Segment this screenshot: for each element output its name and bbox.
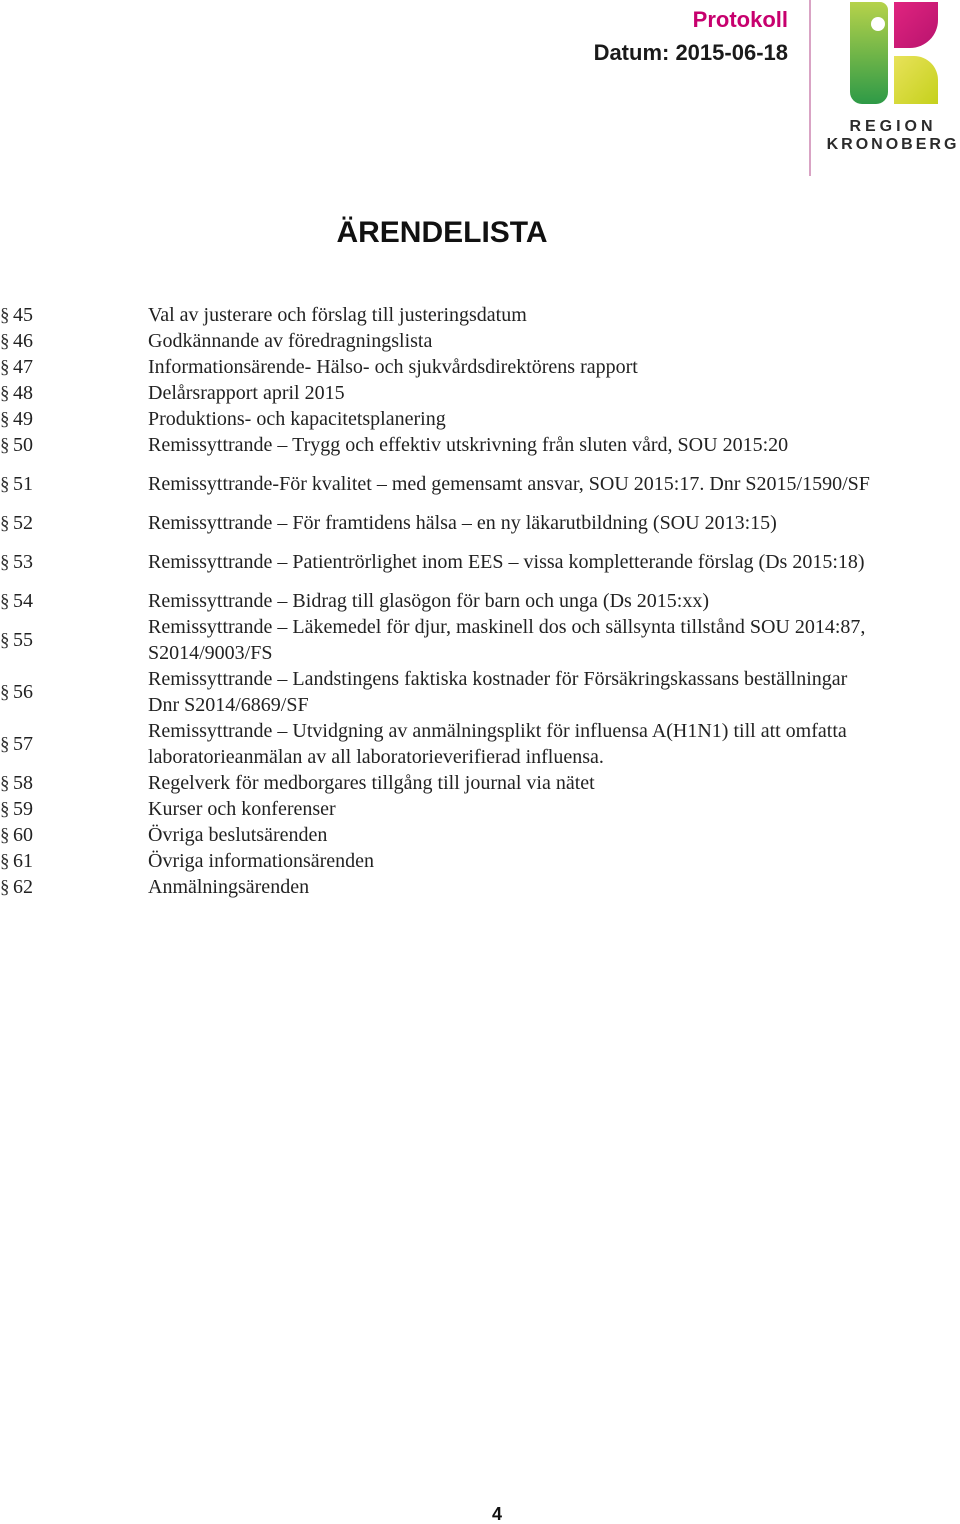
- agenda-number-label: 49: [13, 407, 33, 430]
- agenda-item-number: [0, 824, 148, 847]
- list-item: [0, 718, 900, 770]
- list-item: [0, 380, 900, 406]
- document-date: Datum: 2015-06-18: [593, 40, 788, 65]
- agenda-item-text: Remissyttrande – Läkemedel för djur, maskinell dos och sällsynta tillstånd SOU 2014:87, S2014/9003/FS: [148, 616, 866, 664]
- list-item: [0, 406, 900, 432]
- agenda-number-label: 54: [13, 589, 33, 612]
- agenda-item-text: Val av justerare och förslag till justeringsdatum: [148, 304, 527, 326]
- list-item: [0, 822, 900, 848]
- agenda-item-text: Regelverk för medborgares tillgång till journal via nätet: [148, 772, 595, 794]
- agenda-item-number: [0, 434, 148, 457]
- agenda-item-text: Remissyttrande – Bidrag till glasögon för barn och unga (Ds 2015:xx): [148, 590, 710, 612]
- section-sign-icon: §: [0, 681, 10, 703]
- agenda-item-number: [0, 356, 148, 379]
- agenda-item-number: [0, 772, 148, 795]
- agenda-item-number: [0, 733, 148, 756]
- agenda-number-label: 50: [13, 433, 33, 456]
- section-sign-icon: §: [0, 876, 10, 898]
- agenda-number-label: 56: [13, 680, 33, 703]
- agenda-item-number: [0, 876, 148, 899]
- agenda-item-number: [0, 304, 148, 327]
- header-divider: [809, 0, 811, 176]
- agenda-item-number: [0, 681, 148, 704]
- list-item: [0, 770, 900, 796]
- section-sign-icon: §: [0, 304, 10, 326]
- agenda-item-number: [0, 408, 148, 431]
- agenda-number-label: 61: [13, 849, 33, 872]
- agenda-item-number: [0, 330, 148, 353]
- agenda-number-label: 47: [13, 355, 33, 378]
- agenda-number-label: 62: [13, 875, 33, 898]
- agenda-item-text: Informationsärende- Hälso- och sjukvårdsdirektörens rapport: [148, 356, 638, 378]
- agenda-number-label: 60: [13, 823, 33, 846]
- agenda-number-label: 59: [13, 797, 33, 820]
- list-item: [0, 848, 900, 874]
- list-item: [0, 458, 900, 510]
- section-sign-icon: §: [0, 382, 10, 404]
- page-number: 4: [491, 1504, 502, 1524]
- agenda-item-text: Remissyttrande – Patientrörlighet inom EES – vissa kompletterande förslag (Ds 2015:18): [148, 551, 865, 573]
- agenda-item-text: Remissyttrande – Utvidgning av anmälningsplikt för influensa A(H1N1) till att omfatta laboratorieanmälan av all laboratorieverifierad influensa.: [148, 720, 847, 768]
- list-item: [0, 536, 900, 588]
- agenda-item-number: [0, 382, 148, 405]
- agenda-item-text: Kurser och konferenser: [148, 798, 336, 820]
- agenda-item-text: Produktions- och kapacitetsplanering: [148, 408, 446, 430]
- agenda-item-text: Remissyttrande – Trygg och effektiv utskrivning från sluten vård, SOU 2015:20: [148, 434, 789, 456]
- agenda-number-label: 51: [13, 472, 33, 495]
- section-sign-icon: §: [0, 512, 10, 534]
- agenda-item-text: Delårsrapport april 2015: [148, 382, 345, 404]
- agenda-item-text: Remissyttrande – Landstingens faktiska kostnader för Försäkringskassans beställningar Dnr S2014/6869/SF: [148, 668, 848, 716]
- agenda-item-text: Godkännande av föredragningslista: [148, 330, 433, 352]
- agenda-number-label: 53: [13, 550, 33, 573]
- page-title: ÄRENDELISTA: [336, 216, 548, 249]
- agenda-number-label: 46: [13, 329, 33, 352]
- agenda-item-number: [0, 512, 148, 535]
- agenda-item-text: Remissyttrande – För framtidens hälsa – en ny läkarutbildning (SOU 2013:15): [148, 512, 777, 534]
- section-sign-icon: §: [0, 850, 10, 872]
- section-sign-icon: §: [0, 590, 10, 612]
- agenda-item-text: Anmälningsärenden: [148, 876, 310, 898]
- list-item: [0, 328, 900, 354]
- agenda-item-number: [0, 798, 148, 821]
- agenda-item-text: Övriga beslutsärenden: [148, 824, 328, 846]
- section-sign-icon: §: [0, 473, 10, 495]
- org-name-line2: KRONOBERG: [826, 136, 960, 153]
- agenda-item-number: [0, 473, 148, 496]
- section-sign-icon: §: [0, 629, 10, 651]
- section-sign-icon: §: [0, 330, 10, 352]
- agenda-number-label: 45: [13, 303, 33, 326]
- agenda-item-number: [0, 590, 148, 613]
- list-item: [0, 302, 900, 328]
- agenda-list: [0, 302, 900, 900]
- list-item: [0, 432, 900, 458]
- document-type: Protokoll: [692, 7, 788, 32]
- org-name-line1: REGION: [849, 118, 937, 135]
- list-item: [0, 874, 900, 900]
- list-item: [0, 614, 900, 666]
- list-item: [0, 666, 900, 718]
- agenda-number-label: 57: [13, 732, 33, 755]
- agenda-item-number: [0, 551, 148, 574]
- section-sign-icon: §: [0, 733, 10, 755]
- agenda-number-label: 55: [13, 628, 33, 651]
- agenda-number-label: 52: [13, 511, 33, 534]
- region-kronoberg-logo-icon: [846, 0, 942, 106]
- agenda-item-text: Övriga informationsärenden: [148, 850, 375, 872]
- agenda-number-label: 48: [13, 381, 33, 404]
- section-sign-icon: §: [0, 408, 10, 430]
- agenda-item-number: [0, 850, 148, 873]
- agenda-number-label: 58: [13, 771, 33, 794]
- section-sign-icon: §: [0, 434, 10, 456]
- section-sign-icon: §: [0, 551, 10, 573]
- section-sign-icon: §: [0, 824, 10, 846]
- section-sign-icon: §: [0, 798, 10, 820]
- agenda-item-number: [0, 629, 148, 652]
- list-item: [0, 354, 900, 380]
- section-sign-icon: §: [0, 772, 10, 794]
- agenda-item-text: Remissyttrande-För kvalitet – med gemensamt ansvar, SOU 2015:17. Dnr S2015/1590/SF: [148, 473, 870, 495]
- list-item: [0, 796, 900, 822]
- list-item: [0, 510, 900, 536]
- section-sign-icon: §: [0, 356, 10, 378]
- list-item: [0, 588, 900, 614]
